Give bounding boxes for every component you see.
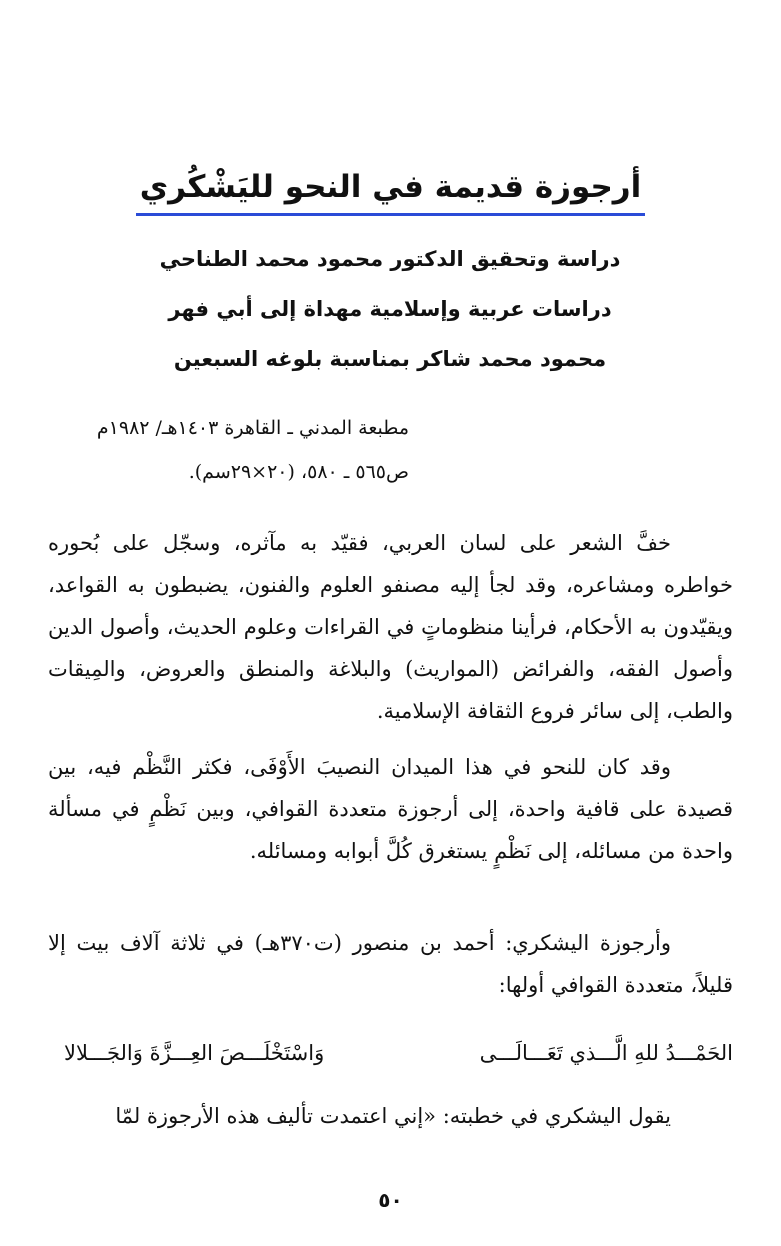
closing-line: يقول اليشكري في خطبته: «إني اعتمدت تأليف هذه الأرجوزة لمّا	[115, 1104, 671, 1128]
subtitle-line-1: دراسة وتحقيق الدكتور محمود محمد الطناحي	[159, 247, 621, 271]
paragraph-1-block	[48, 522, 733, 732]
paragraph-3: وأرجوزة اليشكري: أحمد بن منصور (ت٣٧٠هـ) في ثلاثة آلاف بيت إلا قليلاً، متعددة القوافي أولها:	[48, 931, 733, 997]
verse-first-hemistich: الحَمْـــدُ للهِ الَّـــذي تَعَـــالَـــى	[479, 1041, 733, 1065]
title-wrapper	[0, 165, 781, 216]
paragraph-2: وقد كان للنحو في هذا الميدان النصيبَ الأَوْفَى، فكثر النَّظْم فيه، بين قصيدة على قافية واحدة، إلى أرجوزة متعددة القوافي، وبين نَظْمٍ في مسألة واحدة من مسائله، إلى نَظْمٍ يستغرق كُلَّ أبوابه ومسائله.	[48, 755, 733, 863]
subtitle-line-3: محمود محمد شاكر بمناسبة بلوغه السبعين	[173, 347, 607, 371]
page-title: أرجوزة قديمة في النحو لليَشْكُري	[136, 165, 646, 216]
pages-line: ص٥٦٥ ـ ٥٨٠، (٢٠×٢٩سم).	[188, 461, 409, 483]
page-number: ٥٠	[378, 1188, 403, 1212]
paragraph-3-block	[48, 922, 733, 1006]
paragraph-1: خفَّ الشعر على لسان العربي، فقيّد به مآثره، وسجّل على بُحوره خواطره ومشاعره، وقد لجأ إليه مصنفو العلوم والفنون، يضبطون به القواعد، ويقيّدون به الأحكام، فرأينا منظوماتٍ في القراءات وعلوم الحديث، وأصول الدين وأصول الفقه، والفرائض (المواريث) والبلاغة والمنطق والعروض، والمِيقات والطب، إلى سائر فروع الثقافة الإسلامية.	[48, 531, 733, 723]
verse-line	[48, 1030, 733, 1076]
subtitle-line-2: دراسات عربية وإسلامية مهداة إلى أبي فهر	[168, 297, 612, 321]
publisher-line: مطبعة المدني ـ القاهرة ١٤٠٣هـ/ ١٩٨٢م	[96, 417, 409, 439]
verse-second-hemistich: وَاسْتَخْلَـــصَ العِـــزَّةَ وَالجَـــلالا	[64, 1041, 325, 1065]
paragraph-2-block	[48, 746, 733, 872]
